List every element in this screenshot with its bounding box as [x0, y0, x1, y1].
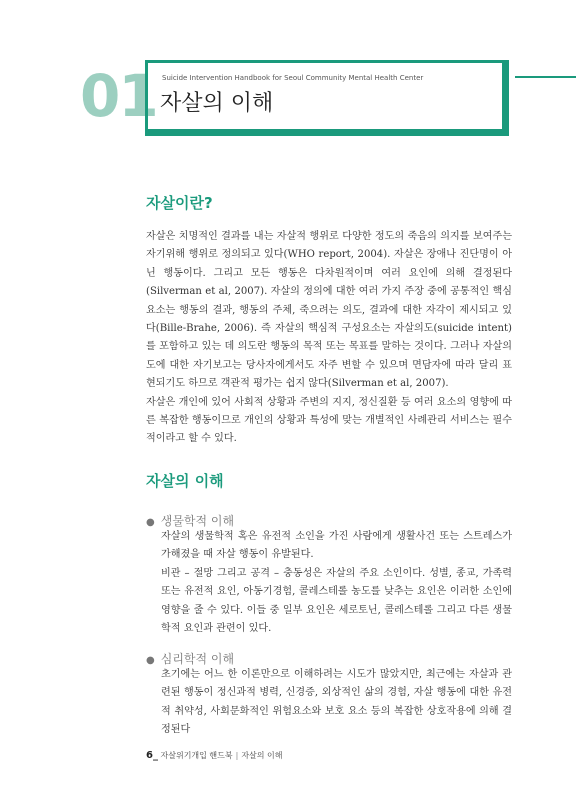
paragraph: 자살의 생물학적 혹은 유전적 소인을 가진 사람에게 생활사건 또는 스트레스가 가해졌을 때 자살 행동이 유발된다.: [161, 531, 512, 561]
bullet-psychological: [146, 650, 234, 667]
page-number: 6_: [146, 750, 158, 761]
paragraph: 초기에는 어느 한 이론만으로 이해하려는 시도가 많았지만, 최근에는 자살과 관련된 행동이 정신과적 병력, 신경증, 외상적인 삶의 경험, 자살 행동에 대한 유전적 취약성, 사회문화적인 위험요소와 보호 요소 등의 복잡한 상호작용에 의해 결정된다: [161, 669, 512, 736]
handbook-subtitle: Suicide Intervention Handbook for Seoul Community Mental Health Center: [162, 74, 424, 82]
bullet-biological: [146, 512, 234, 529]
psychological-body: [161, 666, 512, 740]
paragraph: 비관 – 절망 그리고 공격 – 충동성은 자살의 주요 소인이다. 성별, 종교, 가족력 또는 유전적 요인, 아동기경험, 콜레스테롤 농도를 낮추는 요인은 이러한 소인에 영향을 줄 수 있다. 이들 중 일부 요인은 세로토닌, 콜레스테롤 그리고 다른 생물학적 요인과 관련이 있다.: [161, 567, 512, 635]
header-rule: [515, 76, 576, 78]
page-footer: [146, 750, 283, 761]
chapter-title: 자살의 이해: [160, 91, 274, 116]
section-heading-what-is-suicide: 자살이란?: [146, 194, 213, 212]
section-body-what-is-suicide: [146, 228, 512, 449]
paragraph: 자살은 치명적인 결과를 내는 자살적 행위로 다양한 정도의 죽음의 의지를 보여주는 자기위해 행위로 정의되고 있다(WHO report, 2004). 자살은 장애나 진단명이 아닌 행동이다. 그리고 모든 행동은 다차원적이며 여러 요인에 의해 결정된다(Silverman et al, 2007). 자살의 정의에 대한 여러 가지 주장 중에 공통적인 핵심요소는 행동의 결과, 행동의 주체, 죽으려는 의도, 결과에 대한 자각이 제시되고 있다(Bille-Brahe, 2006). 즉 자살의 핵심적 구성요소는 자살의도(suicide intent)를 포함하고 있는 데 의도란 행동의 목적 또는 목표를 말하는 것이다. 그러나 자살의도에 대한 자기보고는 당사자에게서도 자주 변할 수 있으며 면담자에 따라 달리 표현되기도 하므로 객관적 평가는 쉽지 않다(Silverman et al, 2007).: [146, 231, 512, 390]
section-heading-understanding: 자살의 이해: [146, 472, 224, 490]
footer-chapter: 자살의 이해: [241, 751, 283, 760]
bullet-label: 심리학적 이해: [160, 652, 235, 666]
chapter-number: 01: [80, 62, 157, 130]
footer-book-title: 자살위기개입 핸드북: [160, 751, 233, 760]
bullet-label: 생물학적 이해: [160, 514, 235, 528]
footer-separator: |: [235, 751, 239, 760]
bullet-dot-icon: ●: [146, 517, 155, 528]
biological-body: [161, 528, 512, 638]
bullet-dot-icon: ●: [146, 655, 155, 666]
paragraph: 자살은 개인에 있어 사회적 상황과 주변의 지지, 정신질환 등 여러 요소의 영향에 따른 복잡한 행동이므로 개인의 상황과 특성에 맞는 개별적인 사례관리 서비스는 필수적이라고 할 수 있다.: [146, 396, 512, 445]
